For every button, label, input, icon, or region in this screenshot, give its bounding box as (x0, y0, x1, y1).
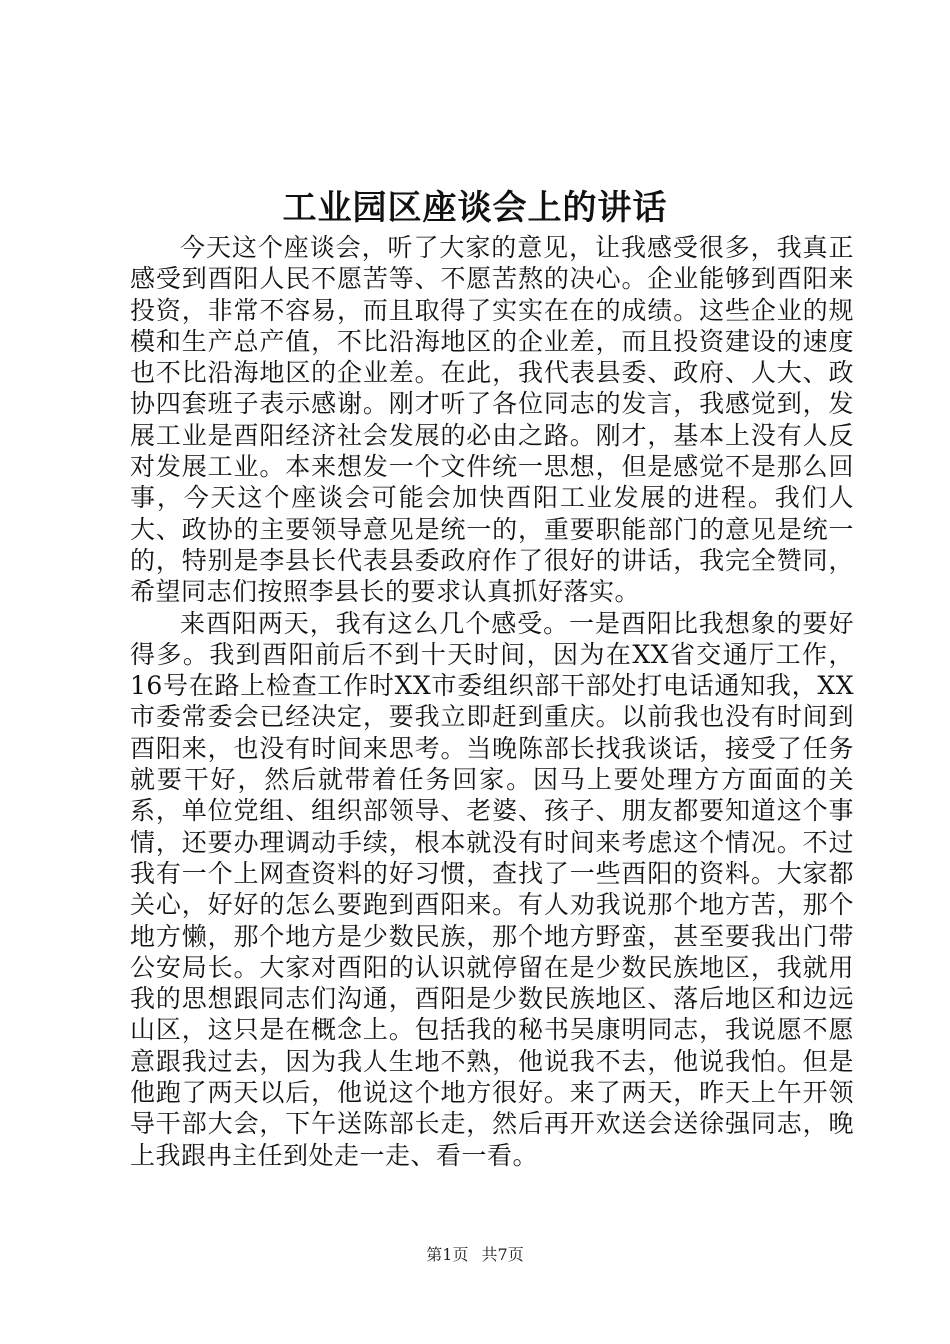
page-number: 第1页 (426, 1245, 469, 1264)
paragraph: 今天这个座谈会，听了大家的意见，让我感受很多，我真正感受到酉阳人民不愿苦等、不愿苦熬的决心。企业能够到酉阳来投资，非常不容易，而且取得了实实在在的成绩。这些企业的规模和生产总产值，不比沿海地区的企业差，而且投资建设的速度也不比沿海地区的企业差。在此，我代表县委、政府、人大、政协四套班子表示感谢。刚才听了各位同志的发言，我感觉到，发展工业是酉阳经济社会发展的必由之路。刚才，基本上没有人反对发展工业。本来想发一个文件统一思想，但是感觉不是那么回事，今天这个座谈会可能会加快酉阳工业发展的进程。我们人大、政协的主要领导意见是统一的，重要职能部门的意见是统一的，特别是李县长代表县委政府作了很好的讲话，我完全赞同，希望同志们按照李县长的要求认真抓好落实。 (130, 233, 854, 607)
paragraph: 来酉阳两天，我有这么几个感受。一是酉阳比我想象的要好得多。我到酉阳前后不到十天时间，因为在XX省交通厅工作，16号在路上检查工作时XX市委组织部干部处打电话通知我，XX市委常委会已经决定，要我立即赶到重庆。以前我也没有时间到酉阳来，也没有时间来思考。当晚陈部长找我谈话，接受了任务就要干好，然后就带着任务回家。因马上要处理方方面面的关系，单位党组、组织部领导、老婆、孩子、朋友都要知道这个事情，还要办理调动手续，根本就没有时间来考虑这个情况。不过我有一个上网查资料的好习惯，查找了一些酉阳的资料。大家都关心，好好的怎么要跑到酉阳来。有人劝我说那个地方苦，那个地方懒，那个地方是少数民族，那个地方野蛮，甚至要我出门带公安局长。大家对酉阳的认识就停留在是少数民族地区，我就用我的思想跟同志们沟通，酉阳是少数民族地区、落后地区和边远山区，这只是在概念上。包括我的秘书吴康明同志，我说愿不愿意跟我过去，因为我人生地不熟，他说我不去，他说我怕。但是他跑了两天以后，他说这个地方很好。来了两天，昨天上午开领导干部大会，下午送陈部长走，然后再开欢送会送徐强同志，晚上我跟冉主任到处走一走、看一看。 (130, 608, 854, 1170)
document-body (130, 232, 854, 1171)
page-total: 共7页 (481, 1245, 524, 1264)
document-title: 工业园区座谈会上的讲话 (282, 188, 668, 228)
page-footer (0, 1244, 950, 1266)
